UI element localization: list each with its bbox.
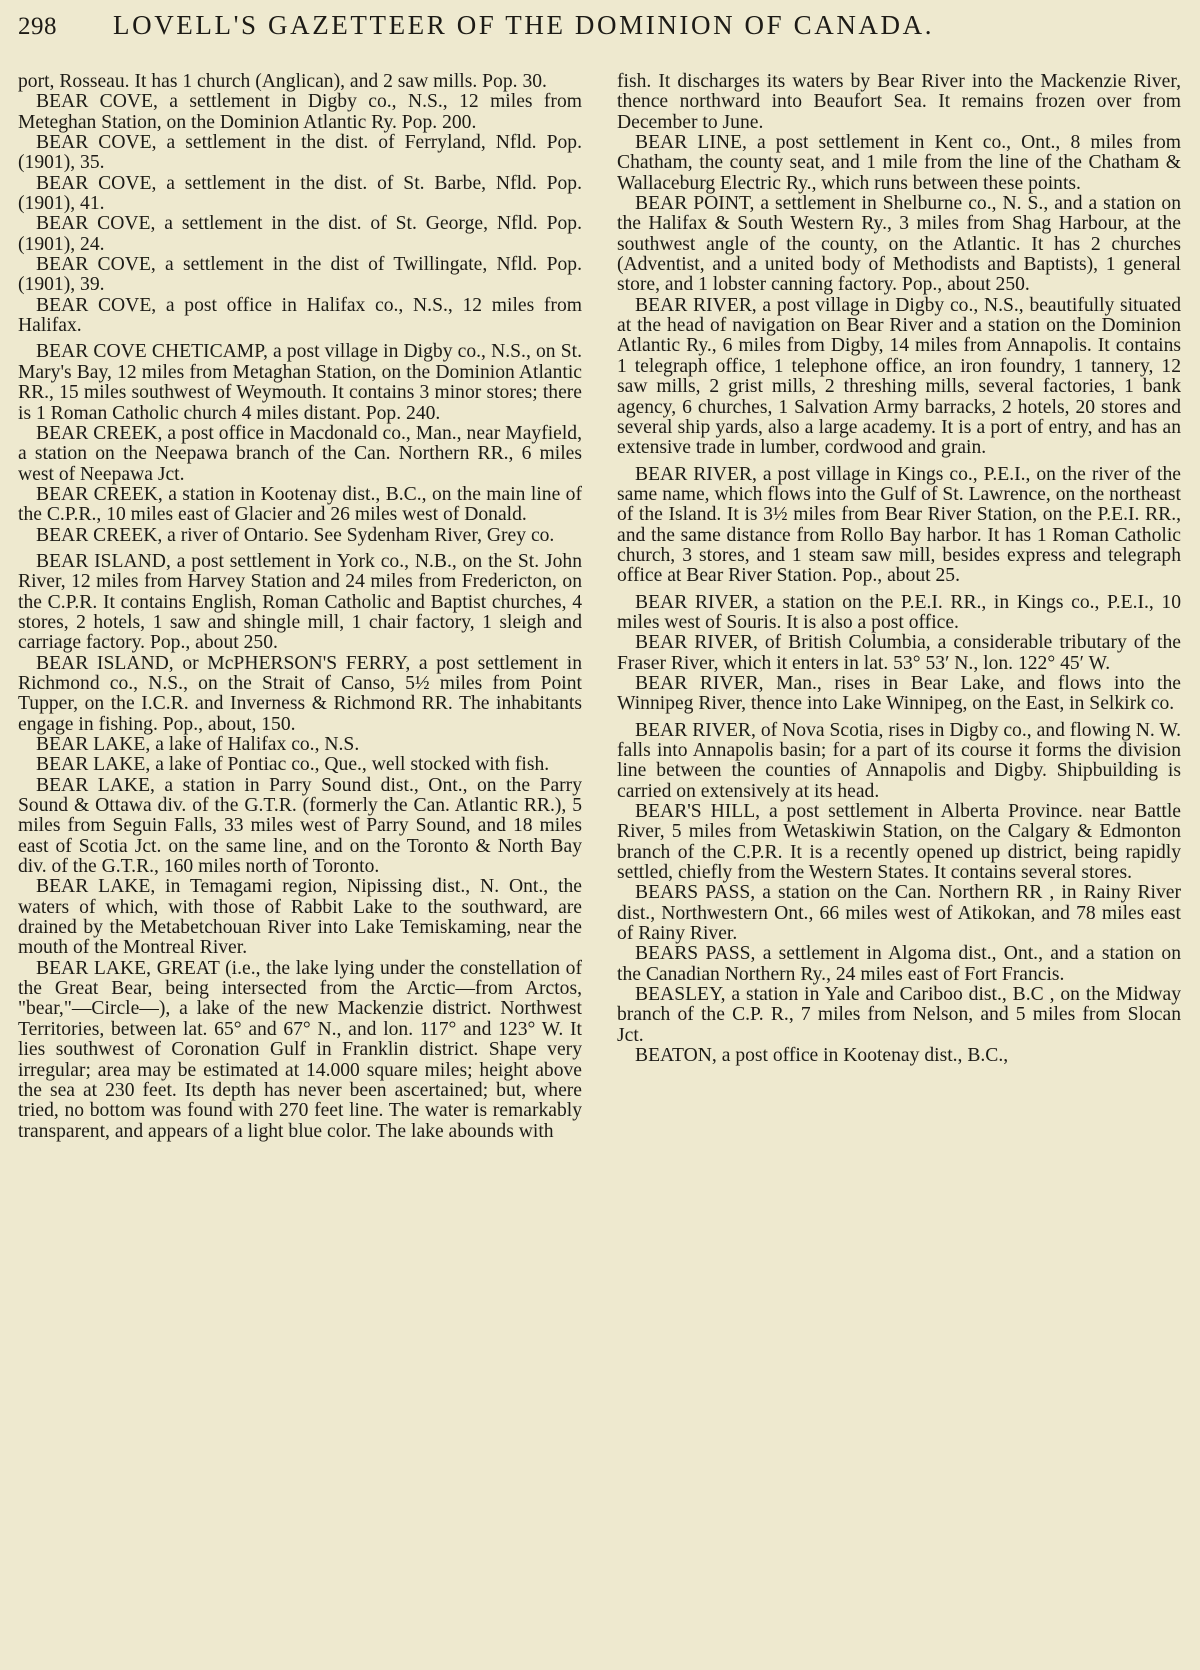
- gazetteer-entry: BEAR CREEK, a station in Kootenay dist., B.C., on the main line of the C.P.R., 10 miles east of Glacier and 26 miles west of Donald.: [18, 483, 582, 526]
- gazetteer-entry: BEAR RIVER, of British Columbia, a considerable tributary of the Fraser River, which it enters in lat. 53° 53′ N., lon. 122° 45′ W.: [617, 632, 1181, 674]
- gazetteer-entry: BEAR CREEK, a river of Ontario. See Sydenham River, Grey co.: [36, 524, 555, 546]
- gazetteer-entry: BEAR POINT, a settlement in Shelburne co., N. S., and a station on the Halifax & South Western Ry., 3 miles from Shag Harbour, at the southwest angle of the county, on the Atlantic. It has 2 churches (Adventist, and a united body of Methodists and Baptists), 1 general store, and 1 lobster canning factory. Pop., about 250.: [617, 193, 1181, 296]
- gazetteer-entry: BEAR LAKE, a station in Parry Sound dist., Ont., on the Parry Sound & Ottawa div. of the G.T.R. (formerly the Can. Atlantic RR.), 5 miles from Seguin Falls, 33 miles west of Parry Sound, and 18 miles east of Scotia Jct. on the same line, and on the Toronto & North Bay div. of the G.T.R., 160 miles north of Toronto.: [18, 774, 582, 878]
- gazetteer-entry: BEAR LINE, a post settlement in Kent co., Ont., 8 miles from Chatham, the county seat, and 1 mile from the line of the Chatham & Wallaceburg Electric Ry., which runs between these points.: [617, 132, 1181, 194]
- gazetteer-entry: fish. It discharges its waters by Bear River into the Mackenzie River, thence northward into Beaufort Sea. It remains frozen over from December to June.: [617, 72, 1181, 133]
- gazetteer-entry: BEAR COVE, a settlement in the dist of Twillingate, Nfld. Pop. (1901), 39.: [18, 254, 582, 296]
- gazetteer-entry: BEAR ISLAND, or McPHERSON'S FERRY, a post settlement in Richmond co., N.S., on the Strait of Canso, 5½ miles from Point Tupper, on the I.C.R. and Inverness & Richmond RR. The inhabitants engage in fishing. Pop., about, 150.: [18, 652, 582, 735]
- left-column: [18, 72, 582, 1662]
- gazetteer-entry: BEAR COVE, a settlement in the dist. of Ferryland, Nfld. Pop. (1901), 35.: [18, 132, 582, 174]
- gazetteer-entry: BEAR RIVER, a post village in Kings co., P.E.I., on the river of the same name, which flows into the Gulf of St. Lawrence, on the northeast of the Island. It is 3½ miles from Bear River Station, on the P.E.I. RR., and the same distance from Rollo Bay harbor. It has 1 Roman Catholic church, 3 stores, and 1 steam saw mill, besides express and telegraph office at Bear River Station. Pop., about 25.: [617, 463, 1181, 587]
- gazetteer-entry: BEAR LAKE, a lake of Pontiac co., Que., well stocked with fish.: [36, 754, 550, 776]
- page-header: [18, 10, 1176, 54]
- gazetteer-entry: BEAR COVE CHETICAMP, a post village in Digby co., N.S., on St. Mary's Bay, 12 miles from Metaghan Station, on the Dominion Atlantic RR., 15 miles southwest of Weymouth. It contains 3 minor stores; there is 1 Roman Catholic church 4 miles distant. Pop. 240.: [18, 341, 582, 424]
- gazetteer-entry: BEATON, a post office in Kootenay dist., B.C.,: [635, 1045, 1009, 1067]
- gazetteer-entry: BEASLEY, a station in Yale and Cariboo dist., B.C , on the Midway branch of the C.P. R., 7 miles from Nelson, and 5 miles from Slocan Jct.: [617, 984, 1181, 1046]
- gazetteer-entry: BEAR COVE, a post office in Halifax co., N.S., 12 miles from Halifax.: [18, 294, 582, 337]
- gazetteer-entry: BEAR RIVER, a station on the P.E.I. RR., in Kings co., P.E.I., 10 miles west of Souris. It is also a post office.: [617, 591, 1181, 633]
- gazetteer-entry: BEAR RIVER, a post village in Digby co., N.S., beautifully situated at the head of navigation on Bear River and a station on the Dominion Atlantic Ry., 6 miles from Digby, 14 miles from Annapolis. It contains 1 telegraph office, 1 telephone office, an iron foundry, 1 tannery, 12 saw mills, 2 grist mills, 2 threshing mills, several factories, 1 bank agency, 6 churches, 1 Salvation Army barracks, 2 hotels, 20 stores and several ship yards, also a large academy. It is a port of entry, and has an extensive trade in lumber, cordwood and grain.: [617, 294, 1181, 459]
- gazetteer-entry: BEARS PASS, a settlement in Algoma dist., Ont., and a station on the Canadian Northern Ry., 24 miles east of Fort Francis.: [617, 943, 1181, 985]
- gazetteer-entry: BEARS PASS, a station on the Can. Northern RR , in Rainy River dist., Northwestern Ont., 66 miles west of Atikokan, and 78 miles east of Rainy River.: [617, 882, 1181, 945]
- gazetteer-entry: BEAR RIVER, Man., rises in Bear Lake, and flows into the Winnipeg River, thence into Lake Winnipeg, on the East, in Selkirk co.: [617, 672, 1181, 715]
- running-title: LOVELL'S GAZETTEER OF THE DOMINION OF CANADA.: [113, 10, 935, 40]
- gazetteer-entry: BEAR LAKE, in Temagami region, Nipissing dist., N. Ont., the waters of which, with those of Rabbit Lake to the southward, are drained by the Metabetchouan River into Lake Temiskaming, near the mouth of the Montreal River.: [18, 876, 582, 959]
- gazetteer-entry: BEAR ISLAND, a post settlement in York co., N.B., on the St. John River, 12 miles from Harvey Station and 24 miles from Fredericton, on the C.P.R. It contains English, Roman Catholic and Baptist churches, 4 stores, 2 hotels, 1 saw and shingle mill, 1 chair factory, 1 sleigh and carriage factory. Pop., about 250.: [18, 550, 582, 654]
- gazetteer-entry: BEAR COVE, a settlement in the dist. of St. Barbe, Nfld. Pop. (1901), 41.: [18, 172, 582, 215]
- gazetteer-entry: BEAR COVE, a settlement in Digby co., N.S., 12 miles from Meteghan Station, on the Dominion Atlantic Ry. Pop. 200.: [18, 91, 582, 133]
- gazetteer-entry: BEAR COVE, a settlement in the dist. of St. George, Nfld. Pop. (1901), 24.: [18, 213, 582, 255]
- gazetteer-entry: BEAR LAKE, a lake of Halifax co., N.S.: [36, 734, 360, 755]
- gazetteer-entry: BEAR'S HILL, a post settlement in Alberta Province. near Battle River, 5 miles from Wetaskiwin Station, on the Calgary & Edmonton branch of the C.P.R. It is a recently opened up district, being rapidly settled, chiefly from the Western States. It contains several stores.: [617, 801, 1181, 884]
- right-column: [617, 72, 1181, 1662]
- gazetteer-entry: port, Rosseau. It has 1 church (Anglican), and 2 saw mills. Pop. 30.: [18, 72, 547, 92]
- gazetteer-entry: BEAR RIVER, of Nova Scotia, rises in Digby co., and flowing N. W. falls into Annapolis basin; for a part of its course it forms the division line between the counties of Annapolis and Digby. Shipbuilding is carried on extensively at its head.: [617, 719, 1181, 802]
- gazetteer-entry: BEAR CREEK, a post office in Macdonald co., Man., near Mayfield, a station on the Neepawa branch of the Can. Northern RR., 6 miles west of Neepawa Jct.: [18, 422, 582, 485]
- page-number: 298: [18, 13, 57, 40]
- gazetteer-entry: BEAR LAKE, GREAT (i.e., the lake lying under the constellation of the Great Bear, being intersected from the Arctic—from Arctos, "bear,"—Circle—), a lake of the new Mackenzie district. Northwest Territories, between lat. 65° and 67° N., and lon. 117° and 123° W. It lies southwest of Coronation Gulf in Franklin district. Shape very irregular; area may be estimated at 14.000 square miles; height above the sea at 230 feet. Its depth has never been ascertained; but, where tried, no bottom was found with 270 feet line. The water is remarkably transparent, and appears of a light blue color. The lake abounds with: [18, 957, 582, 1142]
